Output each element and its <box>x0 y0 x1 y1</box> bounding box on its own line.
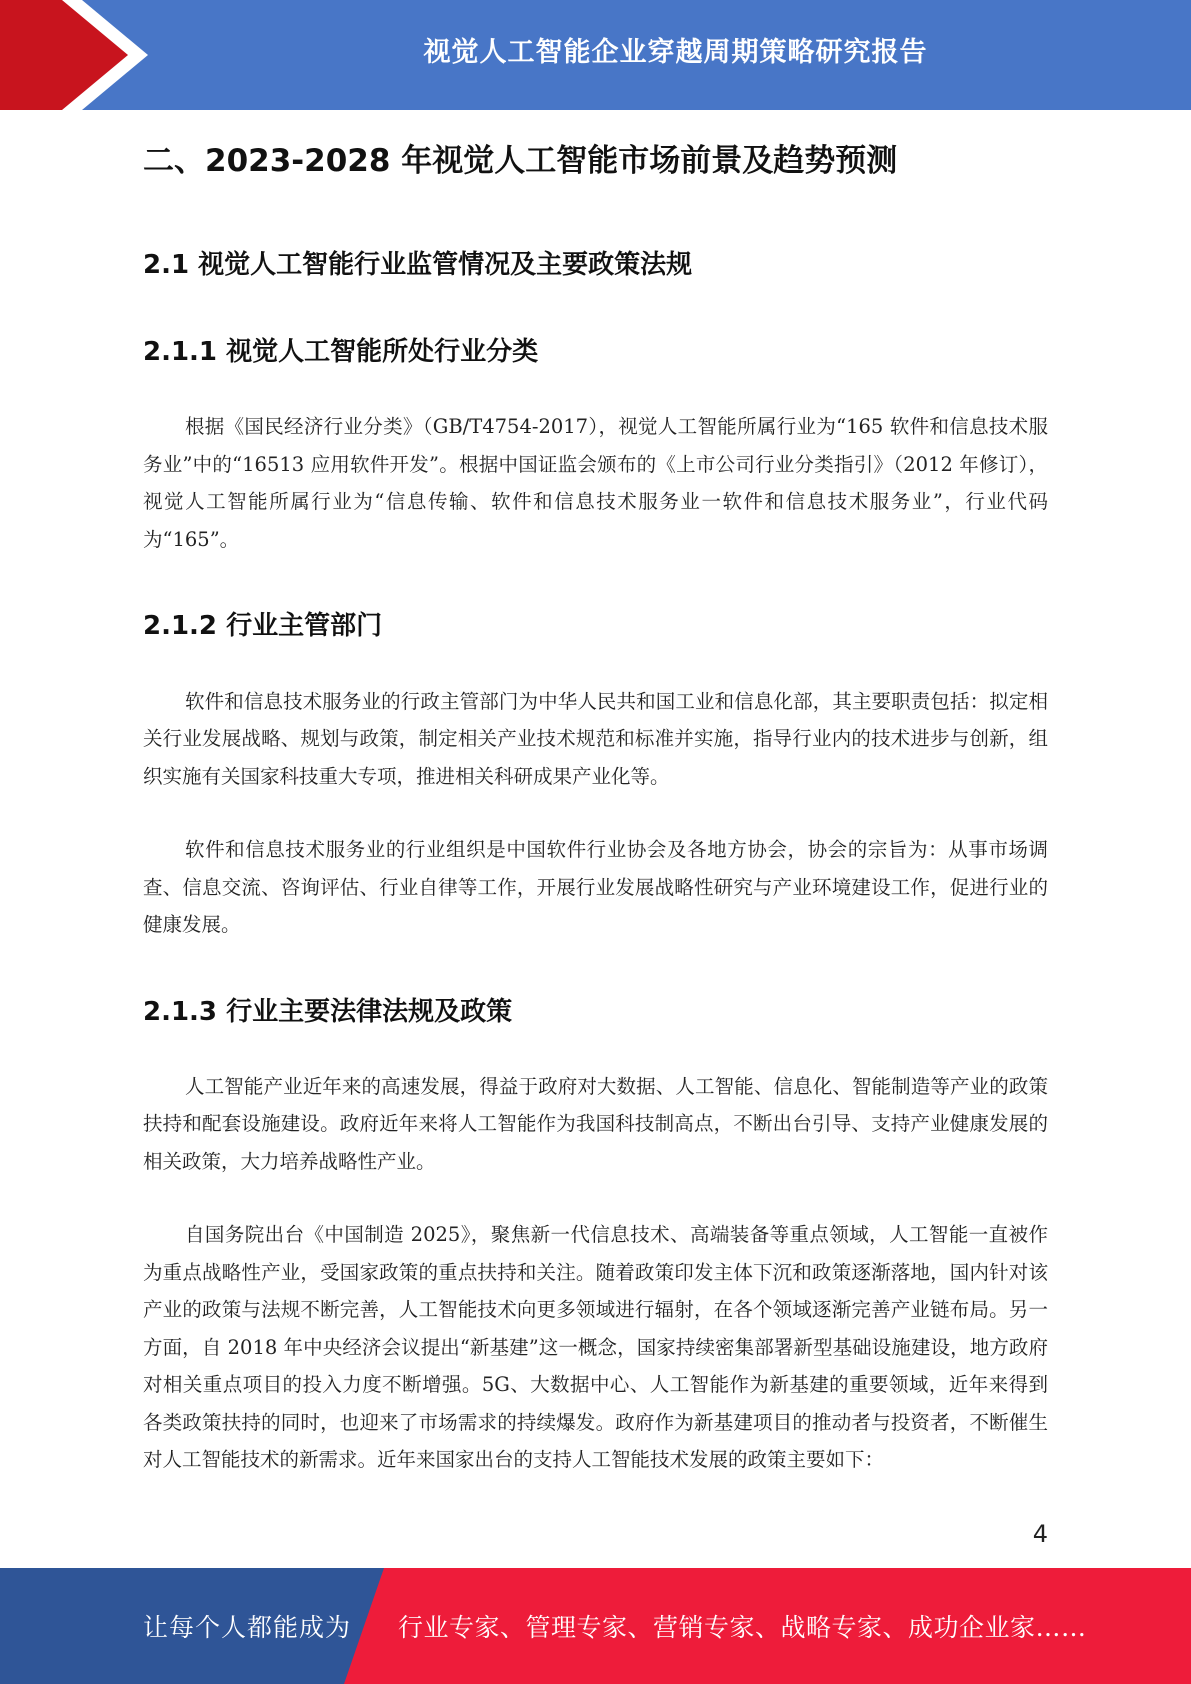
subsection-heading-2-1-3: 2.1.3 行业主要法律法规及政策 <box>143 996 513 1027</box>
header-chevron-decoration <box>0 0 160 110</box>
subsection-heading-2-1-2: 2.1.2 行业主管部门 <box>143 611 383 642</box>
paragraph-industry-classification: 根据《国民经济行业分类》（GB/T4754-2017），视觉人工智能所属行业为“165 软件和信息技术服务业”中的“16513 应用软件开发”。根据中国证监会颁布的《上市公司行业分类指引》（2012 年修订），视觉人工智能所属行业为“信息传输、软件和信息技术服务业一软件和信息技术服务业”，行业代码为“165”。 <box>143 415 1048 551</box>
paragraph-industry-association: 软件和信息技术服务业的行业组织是中国软件行业协会及各地方协会，协会的宗旨为：从事市场调查、信息交流、咨询评估、行业自律等工作，开展行业发展战略性研究与产业环境建设工作，促进行业的健康发展。 <box>143 838 1048 937</box>
document-body <box>143 130 1048 1479</box>
page-footer <box>0 1568 1191 1684</box>
subsection-heading-2-1-1: 2.1.1 视觉人工智能所处行业分类 <box>143 336 539 367</box>
page-header <box>0 0 1191 110</box>
paragraph-policy-history: 自国务院出台《中国制造 2025》，聚焦新一代信息技术、高端装备等重点领域，人工智能一直被作为重点战略性产业，受国家政策的重点扶持和关注。随着政策印发主体下沉和政策逐渐落地，国内针对该产业的政策与法规不断完善，人工智能技术向更多领域进行辐射，在各个领域逐渐完善产业链布局。另一方面，自 2018 年中央经济会议提出“新基建”这一概念，国家持续密集部署新型基础设施建设，地方政府对相关重点项目的投入力度不断增强。5G、大数据中心、人工智能作为新基建的重要领域，近年来得到各类政策扶持的同时，也迎来了市场需求的持续爆发。政府作为新基建项目的推动者与投资者，不断催生对人工智能技术的新需求。近年来国家出台的支持人工智能技术发展的政策主要如下： <box>143 1223 1048 1472</box>
page-number: 4 <box>1032 1520 1048 1548</box>
paragraph-policy-support: 人工智能产业近年来的高速发展，得益于政府对大数据、人工智能、信息化、智能制造等产业的政策扶持和配套设施建设。政府近年来将人工智能作为我国科技制高点，不断出台引导、支持产业健康发展的相关政策，大力培养战略性产业。 <box>143 1074 1048 1173</box>
footer-slogan-right: 行业专家、管理专家、营销专家、战略专家、成功企业家…… <box>398 1613 1087 1642</box>
footer-slogan-left: 让每个人都能成为 <box>143 1613 352 1642</box>
paragraph-regulator: 软件和信息技术服务业的行政主管部门为中华人民共和国工业和信息化部，其主要职责包括：拟定相关行业发展战略、规划与政策，制定相关产业技术规范和标准并实施，指导行业内的技术进步与创新，组织实施有关国家科技重大专项，推进相关科研成果产业化等。 <box>143 689 1048 788</box>
report-title: 视觉人工智能企业穿越周期策略研究报告 <box>423 36 928 68</box>
chapter-heading: 二、2023-2028 年视觉人工智能市场前景及趋势预测 <box>143 143 898 179</box>
section-heading: 2.1 视觉人工智能行业监管情况及主要政策法规 <box>143 250 693 281</box>
